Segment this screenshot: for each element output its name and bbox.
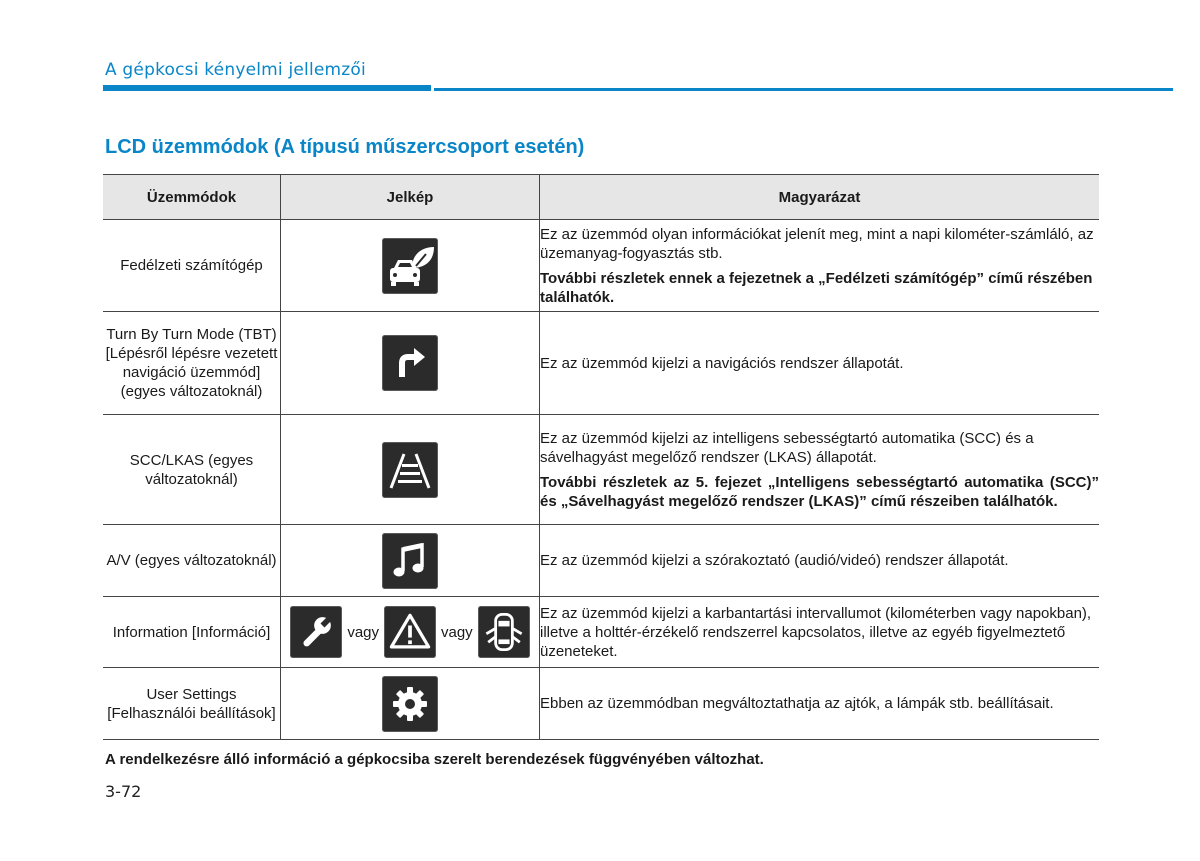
turn-right-arrow-icon [382, 335, 438, 391]
explanation-cell [540, 220, 1100, 312]
explanation-cell [540, 597, 1100, 668]
explanation-text: Ez az üzemmód kijelzi az intelligens sebességtartó automatika (SCC) és a sávelhagyást megelőző rendszer (LKAS) állapotát. [540, 429, 1034, 466]
explanation-cell [540, 312, 1100, 415]
mode-name: Fedélzeti számítógép [103, 220, 281, 312]
car-doors-icon [478, 606, 530, 658]
column-header-mode: Üzemmódok [103, 175, 281, 220]
symbol-cell [281, 312, 540, 415]
table-row [103, 525, 1099, 597]
explanation-text: Ez az üzemmód kijelzi a navigációs rendszer állapotát. [540, 354, 904, 372]
page-number: 3-72 [105, 782, 142, 801]
trip-computer-icon [382, 238, 438, 294]
symbol-cell [281, 220, 540, 312]
or-label: vagy [347, 623, 379, 641]
column-header-explanation: Magyarázat [540, 175, 1100, 220]
explanation-cell [540, 668, 1100, 740]
explanation-text: Ebben az üzemmódban megváltoztathatja az ajtók, a lámpák stb. beállításait. [540, 695, 1054, 712]
table-row [103, 668, 1099, 740]
explanation-text: Ez az üzemmód kijelzi a karbantartási intervallumot (kilométerben vagy napokban), illetve a holttér-érzékelő rendszerrel kapcsolatos, illetve az egyéb figyelmeztető üzeneteket. [540, 604, 1092, 660]
section-rule-thick [103, 85, 431, 91]
footnote: A rendelkezésre álló információ a gépkocsiba szerelt berendezések függvényében változhat. [105, 751, 764, 768]
explanation-note: További részletek az 5. fejezet „Intelligens sebességtartó automatika (SCC)” és „Sávelhagyást megelőző rendszer (LKAS)” című részeiben találhatók. [540, 473, 1099, 510]
wrench-icon [290, 606, 342, 658]
table-row [103, 415, 1099, 525]
table-row [103, 312, 1099, 415]
warning-triangle-icon [384, 606, 436, 658]
lcd-modes-table [103, 174, 1099, 740]
mode-name: Turn By Turn Mode (TBT) [Lépésről lépésre vezetett navigáció üzemmód] (egyes változatoknál) [103, 312, 281, 415]
mode-name: A/V (egyes változatoknál) [103, 525, 281, 597]
symbol-cell [281, 668, 540, 740]
section-rule-thin [434, 88, 1173, 91]
symbol-cell [281, 415, 540, 525]
section-title: A gépkocsi kényelmi jellemzői [105, 60, 366, 80]
explanation-text: Ez az üzemmód olyan információkat jelenít meg, mint a napi kilométer-számláló, az üzemanyag-fogyasztás stb. [540, 225, 1094, 262]
table-header-row [103, 175, 1099, 220]
mode-name: SCC/LKAS (egyes változatoknál) [103, 415, 281, 525]
explanation-cell [540, 525, 1100, 597]
table-row [103, 220, 1099, 312]
page-heading: LCD üzemmódok (A típusú műszercsoport esetén) [105, 136, 585, 158]
symbol-cell [281, 525, 540, 597]
music-note-icon [382, 533, 438, 589]
gear-icon [382, 676, 438, 732]
explanation-cell [540, 415, 1100, 525]
symbol-cell [281, 597, 540, 668]
table-row [103, 597, 1099, 668]
lane-assist-icon [382, 442, 438, 498]
or-label: vagy [441, 623, 473, 641]
column-header-symbol: Jelkép [281, 175, 540, 220]
mode-name: User Settings [Felhasználói beállítások] [103, 668, 281, 740]
explanation-note: További részletek ennek a fejezetnek a „Fedélzeti számítógép” című részében találhatók. [540, 269, 1093, 306]
explanation-text: Ez az üzemmód kijelzi a szórakoztató (audió/videó) rendszer állapotát. [540, 552, 1009, 569]
mode-name: Information [Információ] [103, 597, 281, 668]
